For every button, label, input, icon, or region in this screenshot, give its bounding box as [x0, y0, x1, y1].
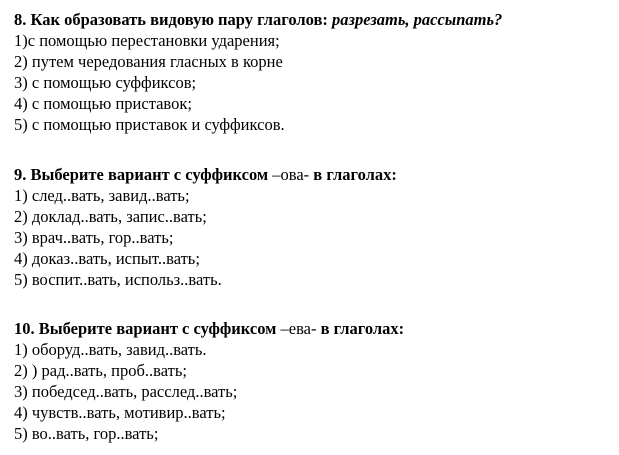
question-10-title-tail: в глаголах: — [316, 319, 405, 338]
answer-option: 5) воспит..вать, использ..вать. — [14, 270, 222, 289]
answer-option: 4) доказ..вать, испыт..вать; — [14, 249, 200, 268]
answer-option: 2) путем чередования гласных в корне — [14, 52, 283, 71]
answer-option: 1) след..вать, завид..вать; — [14, 186, 190, 205]
question-9-title — [14, 164, 397, 185]
answer-option: 1)с помощью перестановки ударения; — [14, 31, 280, 50]
answer-option: 4) чувств..вать, мотивир..вать; — [14, 403, 226, 422]
answer-option: 2) доклад..вать, запис..вать; — [14, 207, 207, 226]
question-8-title-emphasis: разрезать, рассыпать? — [332, 10, 503, 29]
question-8-options — [14, 30, 502, 135]
question-9-title-tail: в глаголах: — [309, 165, 397, 184]
question-10-options — [14, 339, 404, 444]
question-10-title-main: 10. Выберите вариант с суффиксом — [14, 319, 281, 338]
question-10-suffix: –ева- — [280, 319, 317, 338]
question-9-suffix: –ова- — [272, 165, 310, 184]
question-9 — [14, 164, 397, 290]
question-8-title-main: 8. Как образовать видовую пару глаголов: — [14, 10, 333, 29]
answer-option: 3) победсед..вать, расслед..вать; — [14, 382, 238, 401]
question-10 — [14, 318, 404, 444]
question-9-options — [14, 185, 397, 290]
answer-option: 3) с помощью суффиксов; — [14, 73, 197, 92]
question-8-title — [14, 9, 502, 30]
answer-option: 2) ) рад..вать, проб..вать; — [14, 361, 187, 380]
answer-option: 5) во..вать, гор..вать; — [14, 424, 159, 443]
question-8 — [14, 9, 502, 135]
answer-option: 3) врач..вать, гор..вать; — [14, 228, 174, 247]
answer-option: 4) с помощью приставок; — [14, 94, 192, 113]
answer-option: 1) оборуд..вать, завид..вать. — [14, 340, 207, 359]
question-10-title — [14, 318, 404, 339]
answer-option: 5) с помощью приставок и суффиксов. — [14, 115, 285, 134]
question-9-title-main: 9. Выберите вариант с суффиксом — [14, 165, 273, 184]
